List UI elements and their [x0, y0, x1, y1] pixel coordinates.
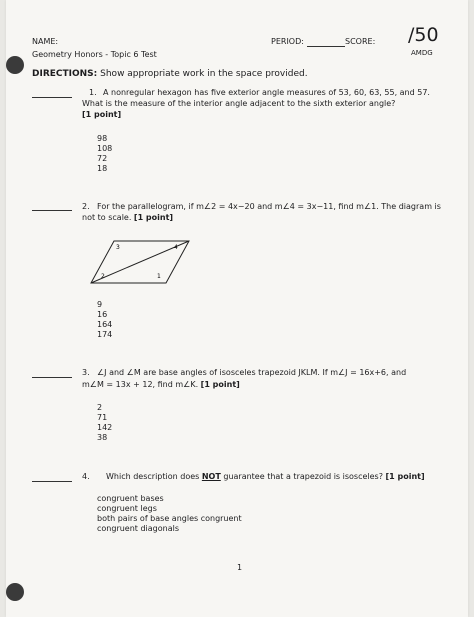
q3-choice-c[interactable]: 142: [97, 423, 113, 432]
q3-choices: [97, 403, 112, 443]
page-number: 1: [237, 563, 243, 572]
q2-text-line2: not to scale.: [82, 213, 132, 222]
q4-text: [106, 472, 425, 482]
q3-text-line2-wrap: [82, 380, 240, 390]
q2-choice-a[interactable]: 9: [97, 300, 103, 309]
binder-hole: [6, 56, 24, 74]
q1-text-line1: A nonregular hexagon has five exterior angle measures of 53, 60, 63, 55, and 57.: [103, 88, 430, 97]
q4-choice-a[interactable]: congruent bases: [97, 494, 164, 503]
q3-number: 3.: [82, 368, 90, 377]
q4-number: 4.: [82, 472, 90, 481]
q2-choice-c[interactable]: 164: [97, 320, 113, 329]
score-total: /50: [408, 24, 439, 46]
q4-choice-c[interactable]: both pairs of base angles congruent: [97, 514, 242, 523]
q3-text-line1: ∠J and ∠M are base angles of isosceles trapezoid JKLM. If m∠J = 16x+6, and: [97, 368, 407, 377]
q3-answer-blank[interactable]: [32, 377, 72, 378]
directions-text: Show appropriate work in the space provided.: [100, 69, 308, 79]
q1-text-line2: What is the measure of the interior angle adjacent to the sixth exterior angle?: [82, 99, 396, 108]
q1-choice-a[interactable]: 98: [97, 134, 108, 143]
q3-text-line2: m∠M = 13x + 12, find m∠K.: [82, 380, 199, 389]
q1-points: [1 point]: [82, 110, 122, 119]
q1-answer-blank[interactable]: [32, 97, 72, 98]
binder-hole: [6, 583, 24, 601]
score-code: AMDG: [411, 49, 433, 57]
q2-number: 2.: [82, 202, 90, 211]
name-label: NAME:: [32, 37, 59, 46]
q4-text-pre: Which description does: [106, 472, 200, 481]
period-label: PERIOD:: [271, 37, 304, 46]
q1-choices: [97, 134, 112, 174]
q4-choice-b[interactable]: congruent legs: [97, 504, 157, 513]
q2-answer-blank[interactable]: [32, 210, 72, 211]
q4-choices: [97, 494, 242, 534]
directions-label: DIRECTIONS:: [32, 69, 98, 79]
q2-choice-d[interactable]: 174: [97, 330, 113, 339]
q3-choice-b[interactable]: 71: [97, 413, 108, 422]
q1-choice-b[interactable]: 108: [97, 144, 113, 153]
q3-choice-d[interactable]: 38: [97, 433, 108, 442]
q2-points: [1 point]: [133, 213, 174, 222]
q2-choice-b[interactable]: 16: [97, 310, 108, 319]
period-blank[interactable]: [307, 39, 345, 47]
score-label: SCORE:: [345, 37, 376, 46]
course-title: Geometry Honors - Topic 6 Test: [32, 50, 157, 59]
angle-label-3: 3: [116, 244, 120, 251]
angle-label-4: 4: [174, 244, 178, 251]
angle-label-2: 2: [101, 273, 105, 280]
q1-number: 1.: [89, 88, 97, 97]
q2-text-line1: For the parallelogram, if m∠2 = 4x−20 and m∠4 = 3x−11, find m∠1. The diagram is: [97, 202, 441, 211]
q2-choices: [97, 300, 112, 340]
parallelogram-diagram: [86, 238, 196, 288]
q1-choice-d[interactable]: 18: [97, 164, 108, 173]
q3-points: [1 point]: [200, 380, 240, 389]
q4-text-not: NOT: [201, 472, 221, 481]
period-field: [271, 37, 345, 47]
q3-choice-a[interactable]: 2: [97, 403, 103, 412]
angle-label-1: 1: [157, 273, 161, 280]
q4-answer-blank[interactable]: [32, 481, 72, 482]
q4-choice-d[interactable]: congruent diagonals: [97, 524, 180, 533]
q4-text-post: guarantee that a trapezoid is isosceles?: [223, 472, 383, 481]
directions: [32, 69, 308, 79]
q2-text-line2-wrap: [82, 213, 173, 223]
q1-choice-c[interactable]: 72: [97, 154, 108, 163]
q4-points: [1 point]: [385, 472, 425, 481]
